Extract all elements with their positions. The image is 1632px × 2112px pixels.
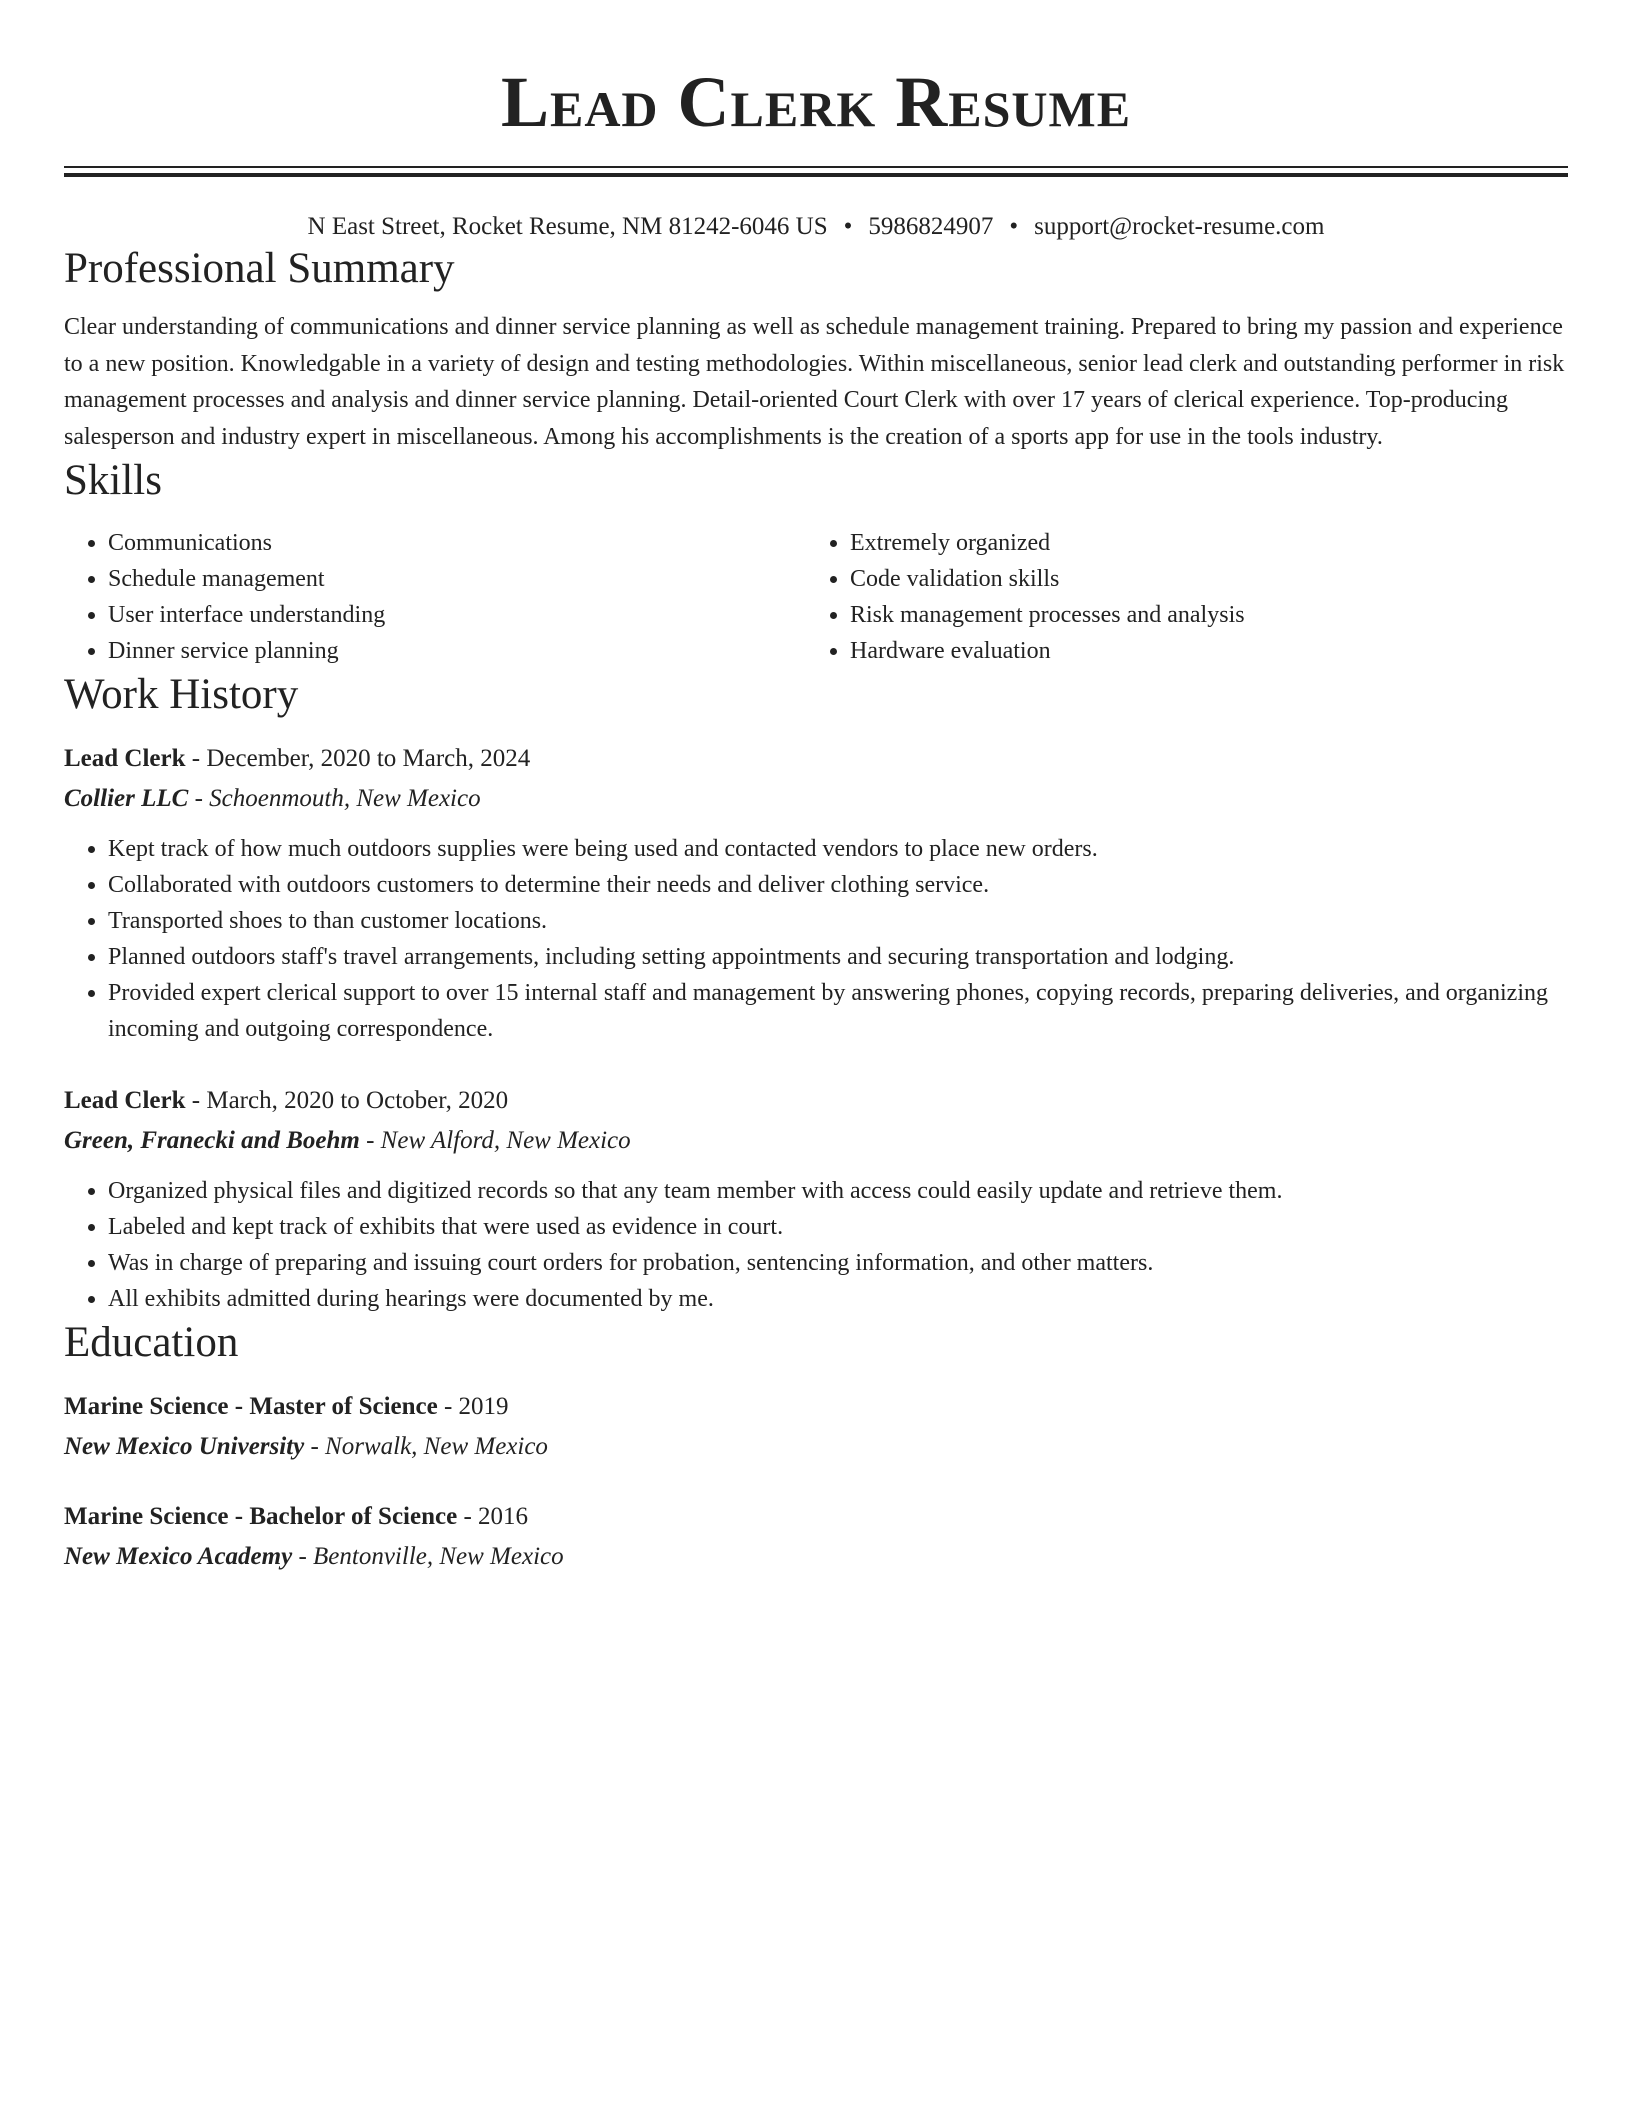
skills-grid — [64, 525, 1568, 669]
summary-heading: Professional Summary — [64, 245, 455, 292]
skill-item: • Extremely organized — [850, 525, 1548, 561]
skill-item: • Communications — [108, 525, 806, 561]
skills-heading: Skills — [64, 457, 162, 504]
skills-list-right — [806, 525, 1548, 669]
job-duty-item: • Labeled and kept track of exhibits that were used as evidence in court. — [108, 1209, 1568, 1245]
education-degree-line — [64, 1497, 1568, 1537]
skills-column-right — [806, 525, 1548, 669]
title-rule-thin — [64, 166, 1568, 168]
skill-item: • Risk management processes and analysis — [850, 597, 1548, 633]
job-duty-item: • Organized physical files and digitized records so that any team member with access could easily update and retrieve them. — [108, 1173, 1568, 1209]
education-entry — [64, 1497, 1568, 1577]
job-duty-item: • Collaborated with outdoors customers to determine their needs and deliver clothing service. — [108, 867, 1568, 903]
job-entry — [64, 1081, 1568, 1317]
education-school-line — [64, 1427, 1568, 1467]
job-duty-item: • Planned outdoors staff's travel arrangements, including setting appointments and securing transportation and lodging. — [108, 939, 1568, 975]
job-dates: - March, 2020 to October, 2020 — [185, 1087, 509, 1114]
job-duty-item: • Provided expert clerical support to over 15 internal staff and management by answering phones, copying records, preparing deliveries, and organizing incoming and outgoing correspondence. — [108, 975, 1568, 1047]
skill-item: • Code validation skills — [850, 561, 1548, 597]
job-duties — [64, 831, 1568, 1047]
job-duty-item: • Was in charge of preparing and issuing court orders for probation, sentencing information, and other matters. — [108, 1245, 1568, 1281]
job-duty-item: • Transported shoes to than customer locations. — [108, 903, 1568, 939]
education-entry — [64, 1387, 1568, 1467]
contact-phone: 5986824907 — [868, 213, 994, 240]
resume-content — [64, 0, 1568, 1577]
education-school: New Mexico Academy — [64, 1543, 293, 1570]
skills-list-left — [64, 525, 806, 669]
job-company: Collier LLC — [64, 785, 189, 812]
contact-email: support@rocket-resume.com — [1034, 213, 1325, 240]
job-location: - Schoenmouth, New Mexico — [188, 785, 481, 812]
contact-address: N East Street, Rocket Resume, NM 81242-6046 US — [307, 213, 828, 240]
education-location: - Norwalk, New Mexico — [304, 1433, 548, 1460]
page-title: Lead Clerk Resume — [500, 62, 1132, 142]
skill-item: • Schedule management — [108, 561, 806, 597]
education-year: - 2019 — [437, 1393, 509, 1420]
skills-column-left — [64, 525, 806, 669]
education-degree-line — [64, 1387, 1568, 1427]
education-school-line — [64, 1537, 1568, 1577]
job-title-line — [64, 739, 1568, 779]
education-degree: Marine Science - Bachelor of Science — [64, 1503, 458, 1530]
education-location: - Bentonville, New Mexico — [292, 1543, 564, 1570]
job-duties — [64, 1173, 1568, 1317]
job-duty-item: • Kept track of how much outdoors supplies were being used and contacted vendors to place new orders. — [108, 831, 1568, 867]
job-location: - New Alford, New Mexico — [359, 1127, 631, 1154]
job-company: Green, Franecki and Boehm — [64, 1127, 360, 1154]
skill-item: • Dinner service planning — [108, 633, 806, 669]
education-heading: Education — [64, 1319, 239, 1366]
job-duty-item: • All exhibits admitted during hearings were documented by me. — [108, 1281, 1568, 1317]
job-title: Lead Clerk — [64, 1087, 186, 1114]
job-title-line — [64, 1081, 1568, 1121]
contact-separator: • — [843, 213, 853, 240]
skill-item: • User interface understanding — [108, 597, 806, 633]
contact-line — [64, 211, 1568, 243]
education-year: - 2016 — [457, 1503, 529, 1530]
job-company-line — [64, 1121, 1568, 1161]
work-history-heading: Work History — [64, 671, 299, 718]
contact-separator: • — [1009, 213, 1019, 240]
job-company-line — [64, 779, 1568, 819]
job-dates: - December, 2020 to March, 2024 — [185, 745, 531, 772]
job-entry — [64, 739, 1568, 1047]
summary-text: Clear understanding of communications and dinner service planning as well as schedule management training. Prepared to bring my passion and experience to a new position. Knowledgable in a variety of design and testing methodologies. Within miscellaneous, senior lead clerk and outstanding performer in risk management processes and analysis and dinner service planning. Detail-oriented Court Clerk with over 17 years of clerical experience. Top-producing salesperson and industry expert in miscellaneous. Among his accomplishments is the creation of a sports app for use in the tools industry. — [64, 314, 1565, 450]
title-rule-thick — [64, 173, 1568, 177]
education-school: New Mexico University — [64, 1433, 305, 1460]
job-title: Lead Clerk — [64, 745, 186, 772]
skill-item: • Hardware evaluation — [850, 633, 1548, 669]
education-degree: Marine Science - Master of Science — [64, 1393, 438, 1420]
